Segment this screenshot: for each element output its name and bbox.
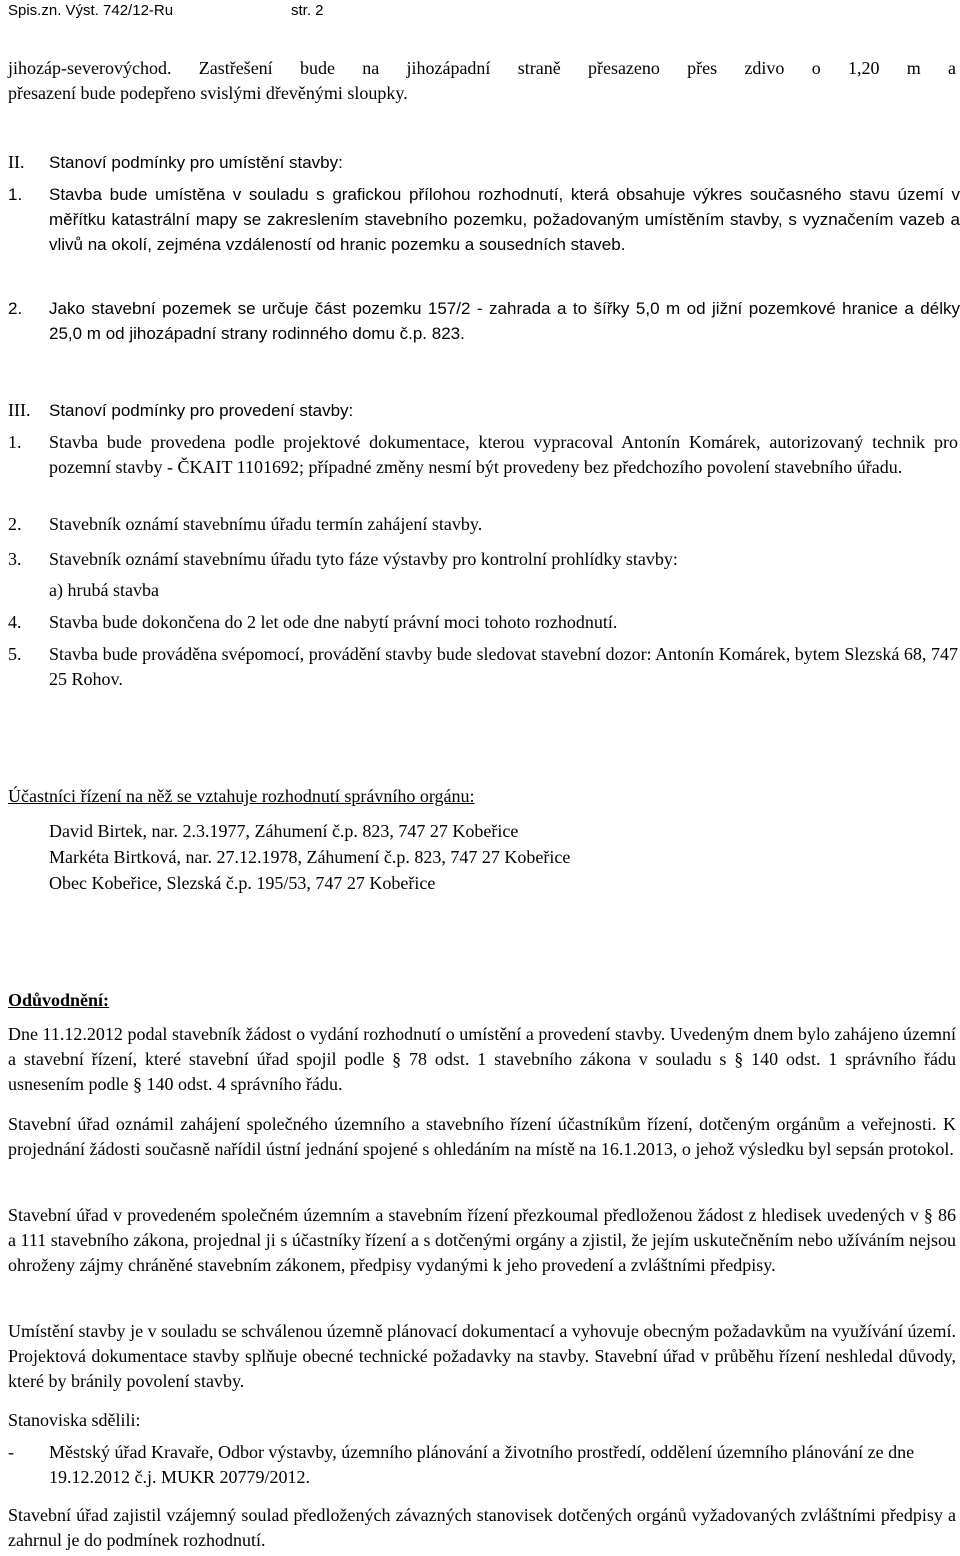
item-text: Stavba bude provedena podle projektové dokumentace, kterou vypracoval Antonín Komárek, autorizovaný technik pro pozemní stavby - ČKAIT 1101692; případné změny nesmí být provedeny bez předchozího povolení stavebního úřadu.	[49, 432, 958, 477]
list-dash: -	[8, 1442, 14, 1462]
reasoning-paragraph-3: Stavební úřad v provedeném společném územním a stavebním řízení přezkoumal předloženou žádost z hledisek uvedených v § 86 a 111 stavebního zákona, projednal ji s účastníky řízení a s dotčenými orgány a zjistil, že jejím uskutečněním nebo užíváním nejsou ohroženy zájmy chráněné stavebním zákonem, předpisy vydanými k jeho provedení a zvláštními předpisy.	[8, 1205, 956, 1275]
item-text: Stavba bude umístěna v souladu s grafickou přílohou rozhodnutí, která obsahuje výkres současného stavu území v měřítku katastrální mapy se zakreslením stavebního pozemku, požadovaným umístěním stavby, s vyznačením vazeb a vlivů na okolí, zejména vzdáleností od hranic pozemku a sousedních staveb.	[49, 185, 960, 254]
intro-paragraph	[8, 56, 956, 106]
section-2-item-2	[8, 296, 960, 346]
closing-paragraph: Stavební úřad zajistil vzájemný soulad předložených závazných stanovisek dotčených orgánů vyžadovaných zvláštními předpisy a zahrnul je do podmínek rozhodnutí.	[8, 1505, 956, 1550]
opinion-text: Městský úřad Kravaře, Odbor výstavby, územního plánování a životního prostředí, oddělení územního plánování ze dne 19.12.2012 č.j. MUKR 20779/2012.	[49, 1442, 915, 1487]
item-number: 4.	[8, 612, 22, 632]
section-3-heading	[8, 398, 958, 423]
reasoning-paragraph-4: Umístění stavby je v souladu se schválenou územně plánovací dokumentací a vyhovuje obecným požadavkům na využívání území. Projektová dokumentace stavby splňuje obecné technické požadavky na stavby. Stavební úřad v průběhu řízení neshledal důvody, které by bránily povolení stavby.	[8, 1321, 956, 1391]
reasoning-paragraph-1: Dne 11.12.2012 podal stavebník žádost o vydání rozhodnutí o umístění a provedení stavby. Uvedeným dnem bylo zahájeno územní a stavební řízení, které stavební úřad spojil podle § 78 odst. 1 stavebního zákona v souladu s § 140 odst. 1 správního řádu usnesením podle § 140 odst. 4 správního řádu.	[8, 1024, 956, 1094]
page-header	[8, 0, 948, 22]
section-number: III.	[8, 400, 31, 420]
section-3-item-3	[8, 547, 958, 572]
participants-list	[49, 818, 949, 896]
item-number: 2.	[8, 299, 23, 318]
participant-item: David Birtek, nar. 2.3.1977, Záhumení č.p. 823, 747 27 Kobeřice	[49, 821, 519, 841]
section-3-item-3a	[8, 578, 958, 603]
item-text: Stavba bude prováděna svépomocí, provádění stavby bude sledovat stavební dozor: Antonín Komárek, bytem Slezská 68, 747 25 Rohov.	[49, 644, 958, 689]
item-number: 5.	[8, 644, 22, 664]
section-title: Stanoví podmínky pro provedení stavby:	[49, 401, 354, 420]
section-3-item-2	[8, 512, 958, 537]
item-number: 2.	[8, 514, 22, 534]
section-3-item-5	[8, 642, 958, 692]
item-text: a) hrubá stavba	[49, 580, 159, 600]
item-number: 3.	[8, 549, 22, 569]
section-3-item-1	[8, 430, 958, 480]
section-3-item-4	[8, 610, 958, 635]
opinion-item	[8, 1440, 958, 1490]
page-number: str. 2	[291, 2, 324, 19]
section-number: II.	[8, 152, 25, 172]
participant-item: Obec Kobeřice, Slezská č.p. 195/53, 747 27 Kobeřice	[49, 873, 436, 893]
participant-item: Markéta Birtková, nar. 27.12.1978, Záhumení č.p. 823, 747 27 Kobeřice	[49, 847, 571, 867]
section-2-item-1	[8, 182, 960, 257]
reasoning-heading: Odůvodnění:	[8, 990, 110, 1010]
item-text: Stavebník oznámí stavebnímu úřadu tyto fáze výstavby pro kontrolní prohlídky stavby:	[49, 549, 678, 569]
item-text: Stavebník oznámí stavebnímu úřadu termín zahájení stavby.	[49, 514, 483, 534]
reasoning-paragraph-2: Stavební úřad oznámil zahájení společného územního a stavebního řízení účastníkům řízení, dotčeným orgánům a veřejnosti. K projednání žádosti současně nařídil ústní jednání spojené s ohledáním na místě na 16.1.2013, o jehož výsledku byl sepsán protokol.	[8, 1114, 956, 1159]
item-text: Stavba bude dokončena do 2 let ode dne nabytí právní moci tohoto rozhodnutí.	[49, 612, 618, 632]
opinions-heading: Stanoviska sdělili:	[8, 1410, 141, 1430]
section-title: Stanoví podmínky pro umístění stavby:	[49, 153, 343, 172]
intro-line-1: jihozáp-severovýchod. Zastřešení bude na jihozápadní straně přesazeno přes zdivo o 1,20 m a	[8, 58, 956, 78]
item-number: 1.	[8, 432, 22, 452]
file-reference: Spis.zn. Výst. 742/12-Ru	[8, 2, 174, 19]
item-number: 1.	[8, 185, 23, 204]
intro-line-2: přesazení bude podepřeno svislými dřevěnými sloupky.	[8, 83, 408, 103]
participants-heading: Účastníci řízení na něž se vztahuje rozhodnutí správního orgánu:	[8, 786, 475, 806]
section-2-heading	[8, 150, 958, 175]
item-text: Jako stavební pozemek se určuje část pozemku 157/2 - zahrada a to šířky 5,0 m od jižní pozemkové hranice a délky 25,0 m od jihozápadní strany rodinného domu č.p. 823.	[49, 299, 960, 343]
